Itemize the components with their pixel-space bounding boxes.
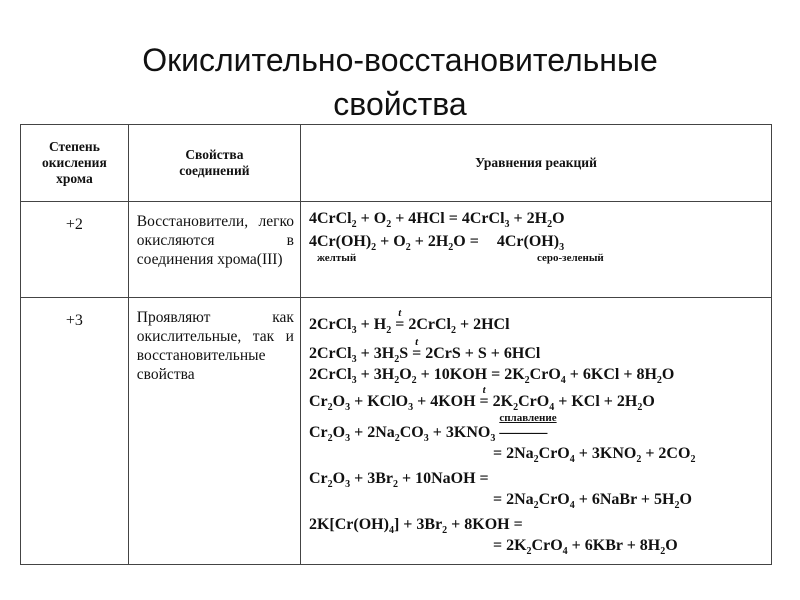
equation: $Cr_2O_3$ + KClO$_3$ + 4KOH t = $2K_2CrO_4$ + KCl + $2H_2O$ <box>308 384 655 413</box>
slide-title <box>0 38 800 126</box>
header-equations: Уравнения реакций <box>300 125 771 202</box>
equation: $4Cr(OH)_2 + O_2 + 2H_2O = 4Cr(OH)_3$ <box>308 233 565 253</box>
equation: = $2K_2CrO_4 + 6KBr + 8H_2O$ <box>492 537 678 557</box>
equations-cell <box>300 202 771 298</box>
oxidation-state-cell: +2 <box>21 202 129 298</box>
properties-cell: Проявляют как окислительные, так и восстановительные свойства <box>128 298 300 565</box>
equation: $Cr_2O_3 + 3Br_2$ + 10NaOH = <box>308 470 489 490</box>
oxidation-state-cell: +3 <box>21 298 129 565</box>
color-caption-gray-green: серо-зеленый <box>536 252 604 264</box>
header-row <box>21 125 772 202</box>
equation: $Cr_2O_3 + 2Na_2CO_3 + 3KNO_3$ сплавление ——— <box>308 412 557 444</box>
header-oxidation-state: Степень окисления хрома <box>21 125 129 202</box>
header-properties: Свойства соединений <box>128 125 300 202</box>
table-row <box>21 202 772 298</box>
equation: 2CrCl$_3$ + $3H_2O_2 + 10KOH = 2K_2CrO_4 + 6KCl + 8H_2O$ <box>308 366 675 386</box>
equations-cell <box>300 298 771 565</box>
equation: 4CrCl$_2$ + $O_2 + 4HCl$ = 4CrCl$_3$ + $2H_2O$ <box>308 210 565 230</box>
title-line-1: Окислительно-восстановительные <box>142 42 658 78</box>
properties-cell: Восстановители, легко окисляются в соединения хрома(III) <box>128 202 300 298</box>
equation: = $2Na_2CrO_4 + 3KNO_2 + 2CO_2$ <box>492 445 696 465</box>
equation: $2K[Cr(OH)_4] + 3Br_2 + 8KOH$ = <box>308 516 523 536</box>
title-line-2: свойства <box>333 86 467 122</box>
equation: 2CrCl$_3$ + $H_2$ t = 2CrCl$_2$ + 2HCl <box>308 307 510 336</box>
equation: = $2Na_2CrO_4$ + 6NaBr + $5H_2O$ <box>492 491 692 511</box>
table-row <box>21 298 772 565</box>
chromium-redox-table <box>20 124 772 565</box>
color-caption-yellow: желтый <box>316 252 357 264</box>
equation: 2CrCl$_3$ + $3H_2S$ t = 2CrS + S + 6HCl <box>308 336 541 365</box>
